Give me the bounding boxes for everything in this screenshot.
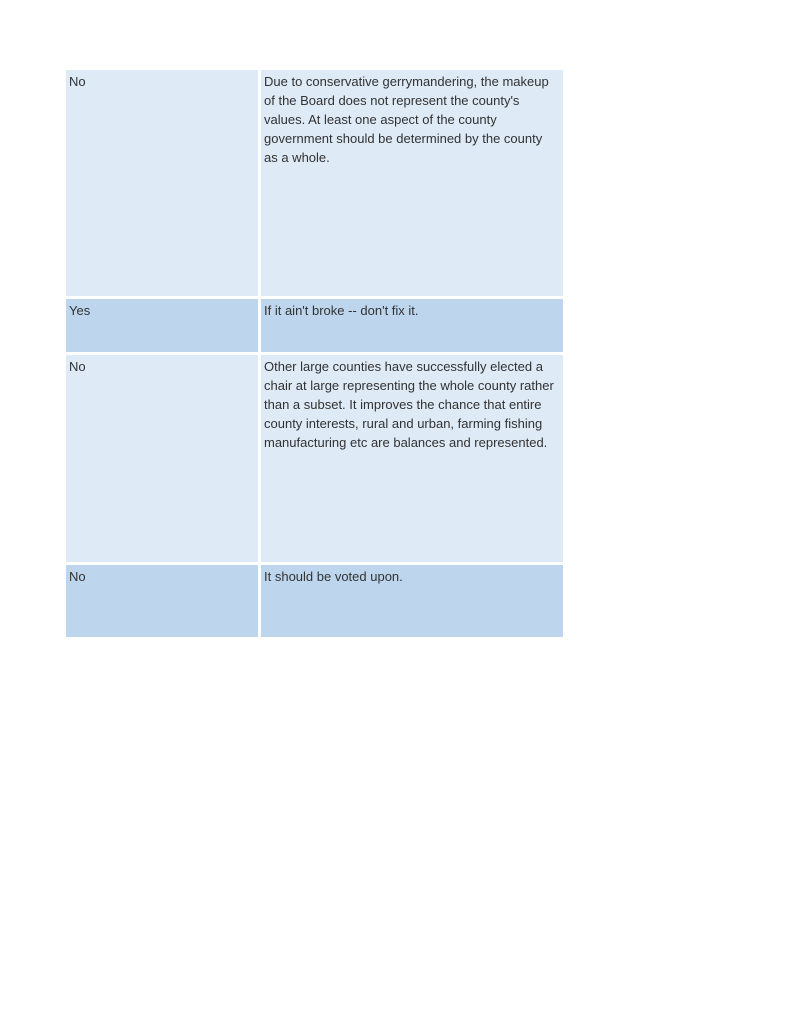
answer-cell: No <box>66 70 258 296</box>
answer-cell: No <box>66 565 258 637</box>
comment-cell: Due to conservative gerrymandering, the makeup of the Board does not represent the county's values. At least one aspect of the county government should be determined by the county as a whole. <box>261 70 563 296</box>
comment-cell: It should be voted upon. <box>261 565 563 637</box>
survey-response-table <box>66 70 563 637</box>
comment-cell: If it ain't broke -- don't fix it. <box>261 299 563 352</box>
answer-cell: Yes <box>66 299 258 352</box>
answer-cell: No <box>66 355 258 562</box>
comment-cell: Other large counties have successfully elected a chair at large representing the whole county rather than a subset. It improves the chance that entire county interests, rural and urban, farming fishing manufacturing etc are balances and represented. <box>261 355 563 562</box>
